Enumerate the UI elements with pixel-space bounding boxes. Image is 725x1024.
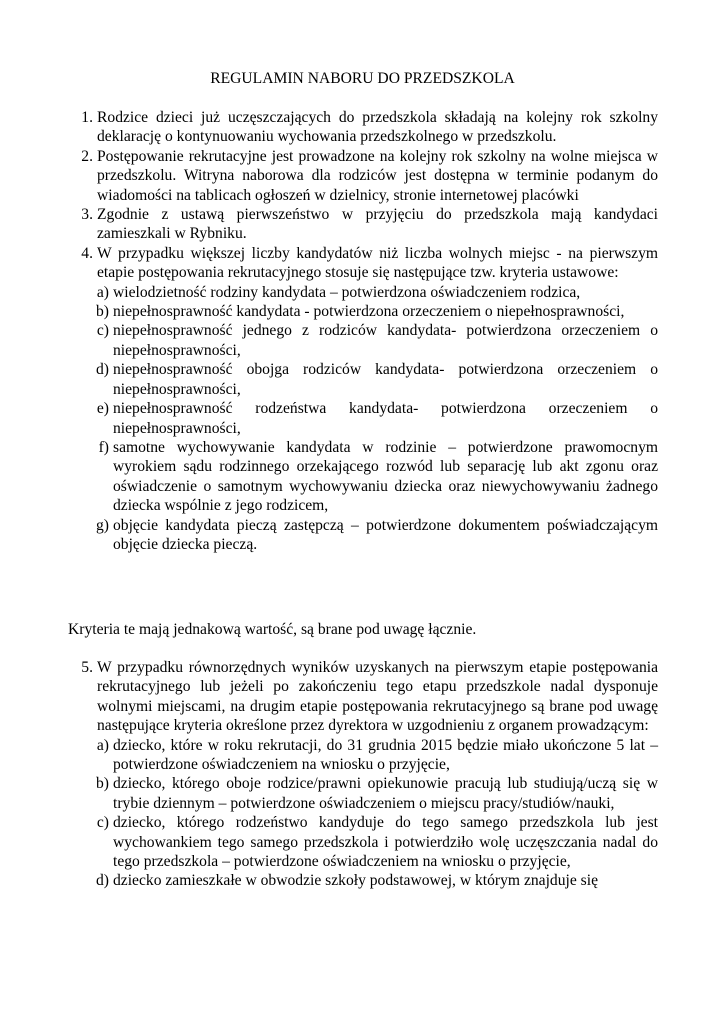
sub-item-5b <box>68 774 658 813</box>
list-item-4 <box>68 244 658 283</box>
sub-item-4g <box>68 516 658 555</box>
section-2 <box>68 658 658 891</box>
section-1 <box>68 108 658 554</box>
sub-item-letter: c) <box>96 322 109 340</box>
sub-item-text: dziecko, którego oboje rodzice/prawni opiekunowie pracują lub studiują/uczą się w trybie dziennym – potwierdzone oświadczeniem o miejscu pracy/studiów/nauki, <box>113 775 658 812</box>
list-item-1 <box>68 108 658 147</box>
list-item-number: 2. <box>81 147 93 165</box>
list-item-text: Zgodnie z ustawą pierwszeństwo w przyjęciu do przedszkola mają kandydaci zamieszkali w Rybniku. <box>97 206 658 243</box>
sub-item-letter: f) <box>98 438 109 456</box>
sub-item-text: niepełnosprawność kandydata - potwierdzona orzeczeniem o niepełnosprawności, <box>113 303 625 321</box>
sub-item-text: objęcie kandydata pieczą zastępczą – potwierdzone dokumentem poświadczającym objęcie dziecka pieczą. <box>113 516 658 553</box>
sub-item-text: dziecko, które w roku rekrutacji, do 31 grudnia 2015 będzie miało ukończone 5 lat – potwierdzone oświadczeniem na wniosku o przyjęcie, <box>113 736 658 774</box>
sub-item-text: wielodzietność rodziny kandydata – potwierdzona oświadczeniem rodzica, <box>113 283 581 301</box>
sub-item-letter: d) <box>96 361 109 379</box>
sub-item-5a <box>68 736 658 775</box>
sub-item-4f <box>68 438 658 516</box>
sub-item-letter: e) <box>96 400 109 418</box>
sub-item-text: niepełnosprawność rodzeństwa kandydata- potwierdzona orzeczeniem o niepełnosprawności, <box>113 400 658 437</box>
sub-item-4d <box>68 360 658 399</box>
sub-item-4e <box>68 399 658 438</box>
list-item-text: Rodzice dzieci już uczęszczających do przedszkola składają na kolejny rok szkolny deklarację o kontynuowaniu wychowania przedszkolnego w przedszkolu. <box>97 109 658 146</box>
sub-item-letter: b) <box>96 775 109 793</box>
sub-item-5d <box>68 871 658 890</box>
sub-item-4b <box>68 302 658 321</box>
list-item-3 <box>68 205 658 244</box>
sub-item-text: niepełnosprawność obojga rodziców kandydata- potwierdzona orzeczeniem o niepełnosprawności, <box>113 361 658 398</box>
sub-item-text: samotne wychowywanie kandydata w rodzinie – potwierdzone prawomocnym wyrokiem sądu rodzinnego orzekającego rozwód lub separację lub akt zgonu oraz oświadczenie o samotnym wychowywaniu dziecka oraz niewychowywaniu żadnego dziecka wspólnie z jego rodzicem, <box>113 438 658 515</box>
sub-item-4a <box>68 283 658 302</box>
sub-item-letter: a) <box>96 736 109 754</box>
sub-item-letter: c) <box>96 814 109 832</box>
sub-item-text: niepełnosprawność jednego z rodziców kandydata- potwierdzona orzeczeniem o niepełnosprawności, <box>113 322 658 359</box>
sub-item-5c <box>68 813 658 871</box>
list-item-5 <box>68 658 658 736</box>
list-item-text: W przypadku równorzędnych wyników uzyskanych na pierwszym etapie postępowania rekrutacyjnego lub jeżeli po zakończeniu tego etapu przedszkole nadal dysponuje wolnymi miejscami, na drugim etapie postępowania rekrutacyjnego są brane pod uwagę następujące kryteria określone przez dyrektora w uzgodnieniu z organem prowadzącym: <box>97 659 658 735</box>
list-item-number: 3. <box>81 206 93 224</box>
list-item-number: 4. <box>81 244 93 262</box>
sub-item-letter: g) <box>96 516 109 534</box>
sub-item-text: dziecko zamieszkałe w obwodzie szkoły podstawowej, w którym znajduje się <box>113 872 598 890</box>
sub-item-4c <box>68 321 658 360</box>
document-title: REGULAMIN NABORU DO PRZEDSZKOLA <box>210 70 515 87</box>
sub-item-text: dziecko, którego rodzeństwo kandyduje do tego samego przedszkola lub jest wychowankiem tego samego przedszkola i potwierdziło wolę uczęszczania nadal do tego przedszkola – potwierdzone oświadczeniem na wniosku o przyjęcie, <box>113 814 658 871</box>
criteria-note: Kryteria te mają jednakową wartość, są brane pod uwagę łącznie. <box>68 621 477 638</box>
list-item-text: W przypadku większej liczby kandydatów niż liczba wolnych miejsc - na pierwszym etapie postępowania rekrutacyjnego stosuje się następujące tzw. kryteria ustawowe: <box>97 244 658 282</box>
list-item-number: 5. <box>81 659 93 676</box>
list-item-number: 1. <box>81 109 93 126</box>
list-item-text: Postępowanie rekrutacyjne jest prowadzone na kolejny rok szkolny na wolne miejsca w przedszkolu. Witryna naborowa dla rodziców jest dostępna w terminie podanym do wiadomości na tablicach ogłoszeń w dzielnicy, stronie internetowej placówki <box>97 147 658 204</box>
sub-item-letter: a) <box>96 283 109 301</box>
list-item-2 <box>68 147 658 205</box>
sub-item-letter: d) <box>96 872 109 890</box>
sub-item-letter: b) <box>96 303 109 321</box>
